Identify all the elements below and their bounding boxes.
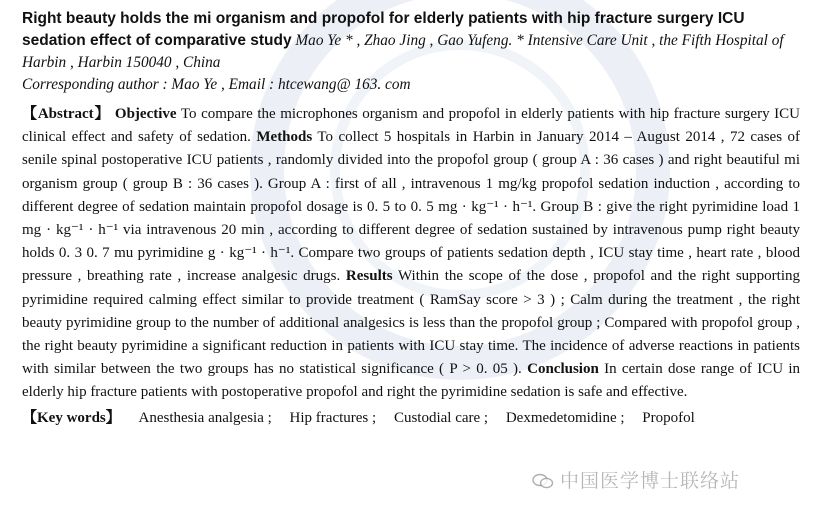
conclusion-text: In certain dose range of ICU in elderly hip fracture patients with postoperative propofol and right the pyrimidine sedation is safe and effective.	[22, 361, 801, 401]
watermark-stamp	[532, 466, 740, 493]
keywords	[22, 407, 800, 430]
keyword-item: Hip fractures ;	[289, 409, 377, 426]
keywords-label: 【Key words】	[22, 409, 121, 426]
keyword-item: Propofol	[642, 409, 695, 426]
affiliation: * Intensive Care Unit , the Fifth Hospital of Harbin , Harbin 150040 , China	[22, 32, 784, 71]
methods-label: Methods	[256, 129, 313, 146]
methods-text: To collect 5 hospitals in Harbin in January 2014 – August 2014 , 72 cases of senile spinal postoperative ICU patients , randomly divided into the propofol group ( group A : 36 cases ) and right beautiful mi organism group ( group B : 36 cases ). Group A : first of all , intravenous 1 mg/kg propofol sedation induction , according to different degree of sedation maintain propofol dosage is 0. 5 to 0. 5 mg · kg⁻¹ · h⁻¹. Group B : give the right pyrimidine load 1 mg · kg⁻¹ · h⁻¹ via intravenous 20 min , according to different degree of sedation sustained by intravenous pump right beauty holds 0. 3 0. 7 mu pyrimidine g · kg⁻¹ · h⁻¹. Compare two groups of patients sedation depth , ICU stay time , heart rate , blood pressure , breathing rate , increase analgesic drugs.	[22, 129, 800, 285]
conclusion-label: Conclusion	[527, 361, 599, 378]
title-block	[22, 8, 800, 96]
objective-label: Objective	[114, 106, 177, 122]
authors: Mao Ye * , Zhao Jing , Gao Yufeng.	[295, 32, 513, 49]
results-text: Within the scope of the dose , propofol and the right supporting pyrimidine required calming effect similar to provide treatment ( RamSay score > 3 ) ; Calm during the treatment , the right beauty pyrimidine group to the number of additional analgesics is less than the propofol group ; Compared with propofol group , the right beauty pyrimidine a significant reduction in patients with ICU stay time. The incidence of adverse reactions in patients with similar between the two groups has no statistical significance ( P > 0. 05 ).	[22, 268, 800, 378]
objective-text: To compare the microphones organism and propofol in elderly patients with hip fracture surgery ICU clinical effect and safety of sedation.	[22, 106, 801, 146]
corresponding-author: Corresponding author : Mao Ye , Email : htcewang@ 163. com	[22, 76, 411, 93]
paper-title: Right beauty holds the mi organism and propofol for elderly patients with hip fracture surgery ICU sedation effect of comparative study	[22, 10, 745, 49]
paper-page	[22, 8, 800, 430]
keyword-item: Dexmedetomidine ;	[505, 409, 625, 426]
watermark-text: 中国医学博士联络站	[560, 470, 741, 492]
abstract	[22, 103, 800, 405]
keyword-item: Custodial care ;	[393, 409, 489, 426]
abstract-label: 【Abstract】	[22, 106, 111, 122]
results-label: Results	[345, 268, 393, 285]
wechat-icon	[532, 473, 554, 489]
keyword-item: Anesthesia analgesia ;	[138, 409, 272, 426]
